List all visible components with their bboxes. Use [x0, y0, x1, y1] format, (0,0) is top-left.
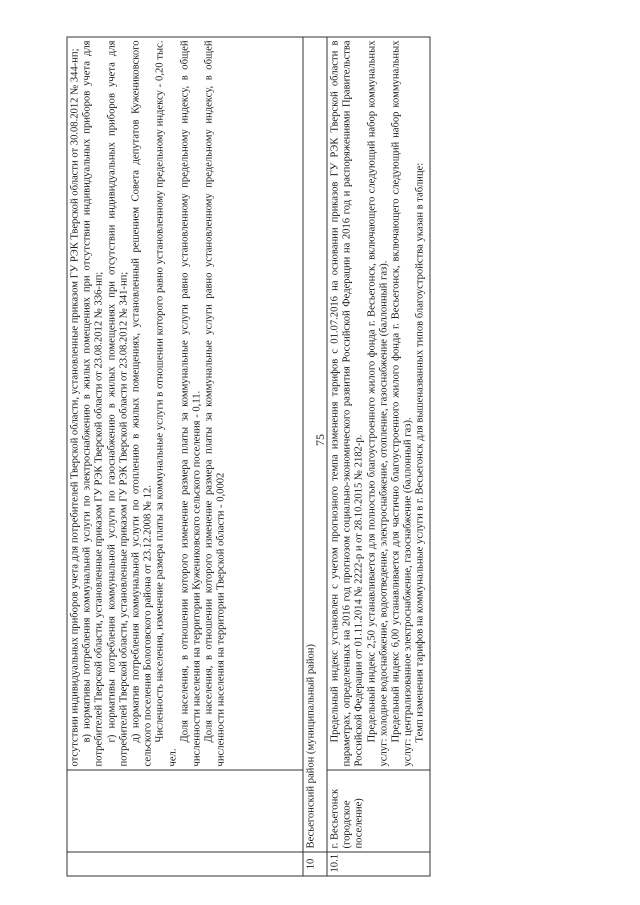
paragraph: Предельный индекс 6,00 устанавливается для частично благоустроенного жилого фонда г. Весьегонск, включающего следующий набор коммунальных услуг: централизованное электроснабжение, газоснабжение (баллонный газ).: [390, 40, 414, 767]
paragraph: Численность населения, изменение размера платы за коммунальные услуги в отношении которого равно установленному предельному индексу - 0,20 тыс. чел.: [154, 40, 179, 767]
entry-number: 10.1: [327, 852, 430, 876]
paragraph: Доля населения, в отношении которого изменение размера платы за коммунальные услуги равно установленному предельному индексу, в общей численности населения на территории Кужениковского сельского поселения - 0,11.: [179, 40, 203, 767]
paragraph: Доля населения, в отношении которого изменение размера платы за коммунальные услуги равно установленному предельному индексу, в общей численности населения на территории Тверской области - 0,0002: [203, 40, 227, 767]
table-row: [67, 37, 303, 876]
paragraph: Темп изменения тарифов на коммунальные услуги в г. Весьегонск для вышеназванных типов благоустройства указан в таблице:: [414, 162, 426, 743]
paragraph: Предельный индекс 2,50 устанавливается для полностью благоустроенного жилого фонда г. Весьегонск, включающего следующий набор коммунальных услуг: холодное водоснабжение, водоотведение, электроснабжение, отопление, газоснабжение (баллонный газ).: [366, 40, 390, 767]
section-title: Весьегонский район (муниципальный район): [303, 37, 327, 852]
document-table: [67, 37, 426, 877]
paragraph: Предельный индекс установлен с учетом прогнозного темпа изменения тарифов с 01.07.2016 на основании приказов ГУ РЭК Тверской области в параметрах, определенных на 2016 год прогнозом социально-экономического развития Российской Федерации на 2016 год и распоряжениями Правительства Российской Федерации от 01.11.2014 № 2222-р и от 28.10.2015 № 2182-р.: [329, 40, 365, 767]
paragraph: отсутствии индивидуальных приборов учета для потребителей Тверской области, установленные приказом ГУ РЭК Тверской области от 30.08.2012 № 344-нп;: [69, 48, 81, 767]
continuation-text-cell: [67, 37, 303, 770]
area-cell: [67, 770, 303, 852]
section-row: [303, 37, 327, 876]
table-row: [327, 37, 430, 876]
page-number: 75: [313, 434, 327, 446]
row-number-cell: [67, 852, 303, 876]
section-number: 10: [303, 852, 327, 876]
paragraph: г) нормативы потребления коммунальной услуги по газоснабжению в жилых помещениях при отсутствии индивидуальных приборов учета для потребителей Тверской области, установленные приказом ГУ РЭК Тверской области от 23.08.2012 № 341-нп;: [106, 40, 130, 767]
index-table: [67, 37, 431, 877]
paragraph: в) нормативы потребления коммунальной услуги по электроснабжению в жилых помещениях при отсутствии индивидуальных приборов учета для потребителей Тверской области, установленные приказом ГУ РЭК Тверской области от 23.08.2012 № 336-нп;: [81, 40, 105, 767]
entry-text-cell: [327, 37, 430, 770]
paragraph: д) норматив потребления коммунальной услуги по отоплению в жилых помещениях, установленный решением Совета депутатов Кужениковского сельского поселения Бологовского района от 23.12.2008 № 12.: [130, 40, 154, 767]
entry-area: г. Весьегонск (городское поселение): [327, 770, 430, 852]
